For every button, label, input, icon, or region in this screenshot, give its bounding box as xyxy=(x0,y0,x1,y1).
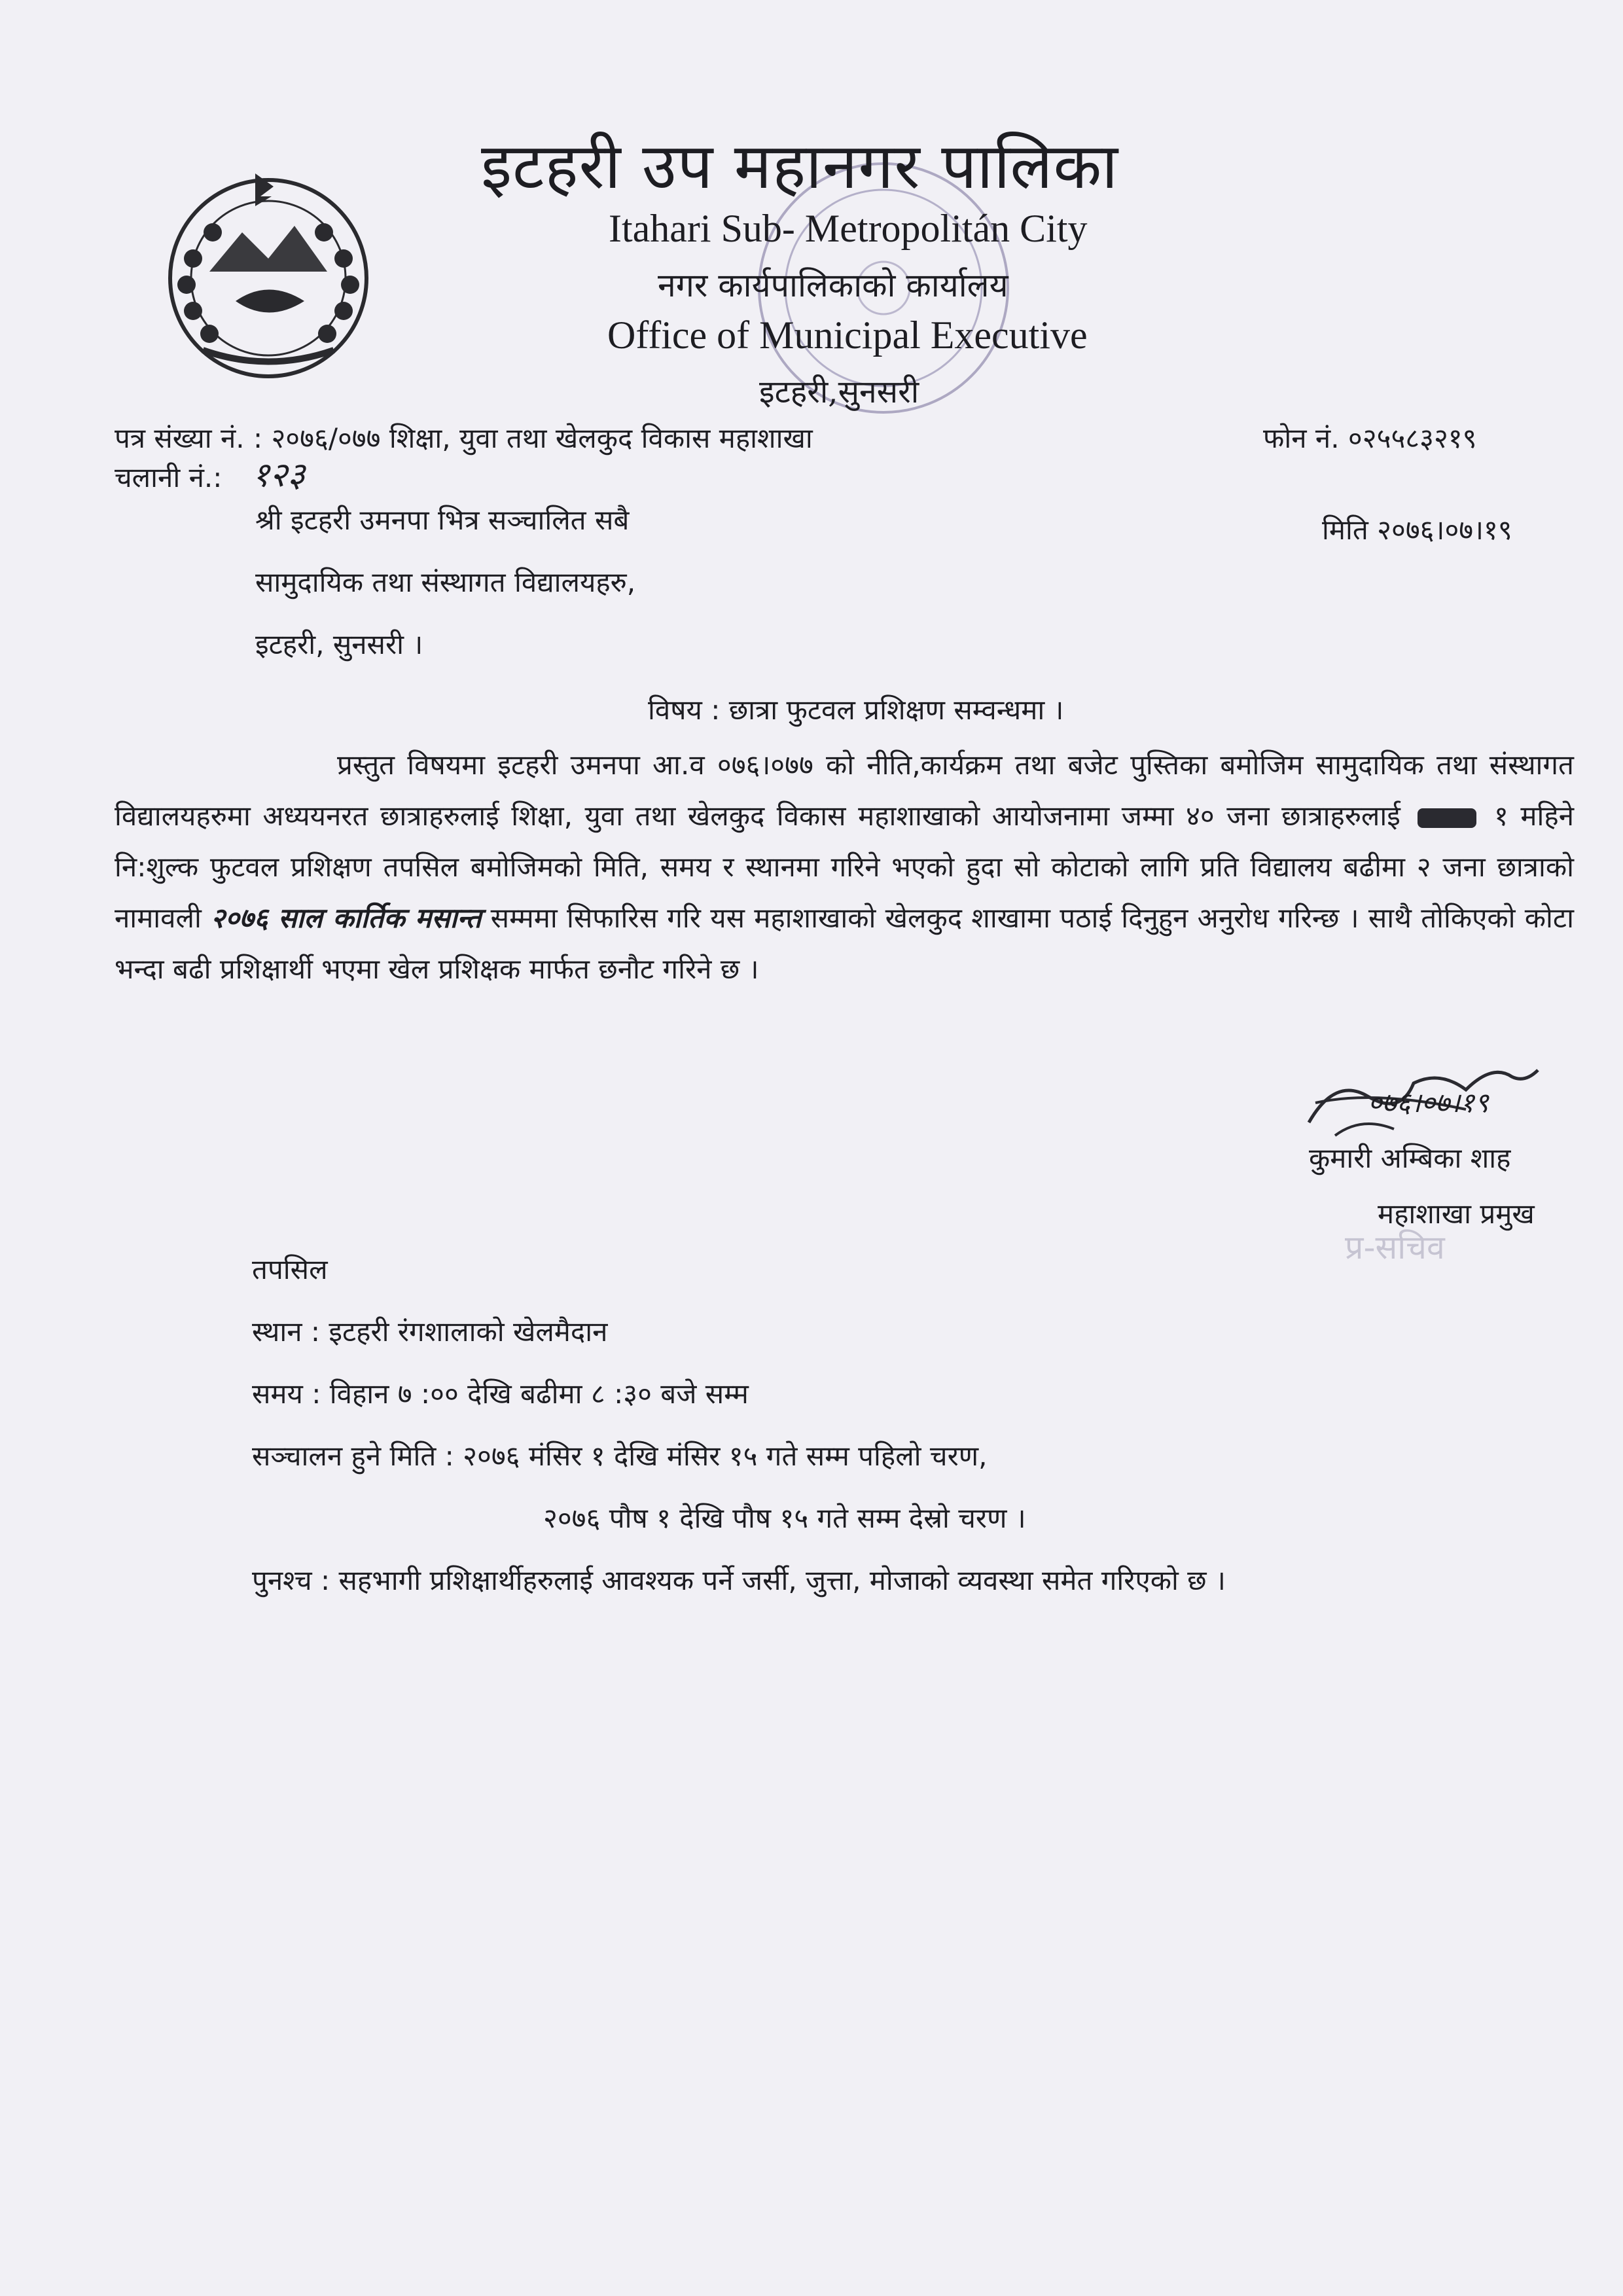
letter-body-paragraph xyxy=(115,740,1574,995)
office-name-nepali: नगर कार्यपालिकाको कार्यालय xyxy=(658,266,1008,304)
signatory-name: कुमारी अम्बिका शाह xyxy=(1309,1142,1511,1174)
deadline-emphasis: २०७६ साल कार्तिक मसान्त xyxy=(211,902,482,934)
nepal-emblem-icon xyxy=(157,160,380,383)
addressee-line-3: इटहरी, सुनसरी । xyxy=(255,628,423,660)
tapsil-time: समय : विहान ७ :०० देखि बढीमा ८ :३० बजे सम्म xyxy=(252,1378,749,1410)
addressee-line-1: श्री इटहरी उमनपा भित्र सञ्चालित सबै xyxy=(255,504,630,536)
tapsil-date-phase-1: सञ्चालन हुने मिति : २०७६ मंसिर १ देखि मंसिर १५ गते सम्म पहिलो चरण, xyxy=(252,1440,988,1472)
municipality-name-nepali: इटहरी उप महानगर पालिका xyxy=(481,130,1119,203)
faded-designation-stamp: प्र-सचिव xyxy=(1345,1229,1445,1266)
tapsil-heading: तपसिल xyxy=(252,1253,328,1285)
office-name-english: Office of Municipal Executive xyxy=(607,314,1088,357)
postscript-note: पुनश्च : सहभागी प्रशिक्षार्थीहरुलाई आवश्यक पर्ने जर्सी, जुत्ता, मोजाको व्यवस्था समेत गरिएको छ । xyxy=(252,1564,1226,1596)
phone-number: फोन नं. ०२५५८३२१९ xyxy=(1263,422,1477,454)
body-text-part-1: प्रस्तुत विषयमा इटहरी उमनपा आ.व ०७६।०७७ को नीति,कार्यक्रम तथा बजेट पुस्तिका बमोजिम सामुदायिक तथा संस्थागत विद्यालयहरुमा अध्ययनरत छात्राहरुलाई शिक्षा, युवा तथा खेलकुद विकास महाशाखाको आयोजनामा जम्मा ४० जना छात्राहरुलाई xyxy=(115,749,1574,832)
signature-date: ०७६।०७।१९ xyxy=(1368,1086,1489,1119)
chalani-number: १२३ xyxy=(252,456,306,495)
chalani-label: चलानी नं.: xyxy=(115,461,223,493)
letter-reference-number: पत्र संख्या नं. : २०७६/०७७ शिक्षा, युवा तथा खेलकुद विकास महाशाखा xyxy=(115,422,813,454)
letter-subject: विषय : छात्रा फुटवल प्रशिक्षण सम्वन्धमा । xyxy=(648,694,1064,726)
tapsil-venue: स्थान : इटहरी रंगशालाको खेलमैदान xyxy=(252,1316,608,1348)
addressee-line-2: सामुदायिक तथा संस्थागत विद्यालयहरु, xyxy=(255,566,636,598)
office-location: इटहरी,सुनसरी xyxy=(759,374,919,410)
municipality-name-english: Itahari Sub- Metropolitán City xyxy=(609,207,1088,250)
tapsil-date-phase-2: २०७६ पौष १ देखि पौष १५ गते सम्म देस्रो चरण । xyxy=(543,1502,1026,1534)
ink-blot xyxy=(1418,808,1476,828)
signatory-designation: महाशाखा प्रमुख xyxy=(1378,1198,1535,1230)
letter-date: मिति २०७६।०७।१९ xyxy=(1322,514,1512,546)
body-text-part-2: १ महिने नि:शुल्क फुटवल प्रशिक्षण तपसिल बमोजिमको मिति, समय र स्थानमा गरिने भएको हुदा सो कोटाको लागि प्रति विद्यालय बढीमा २ जना छात्राको नामावली xyxy=(115,800,1574,934)
body-text-part-3: सम्ममा सिफारिस गरि यस महाशाखाको खेलकुद शाखामा पठाई दिनुहुन अनुरोध गरिन्छ । साथै तोकिएको कोटा भन्दा बढी प्रशिक्षार्थी भएमा खेल प्रशिक्षक मार्फत छनौट गरिने छ । xyxy=(115,902,1574,985)
